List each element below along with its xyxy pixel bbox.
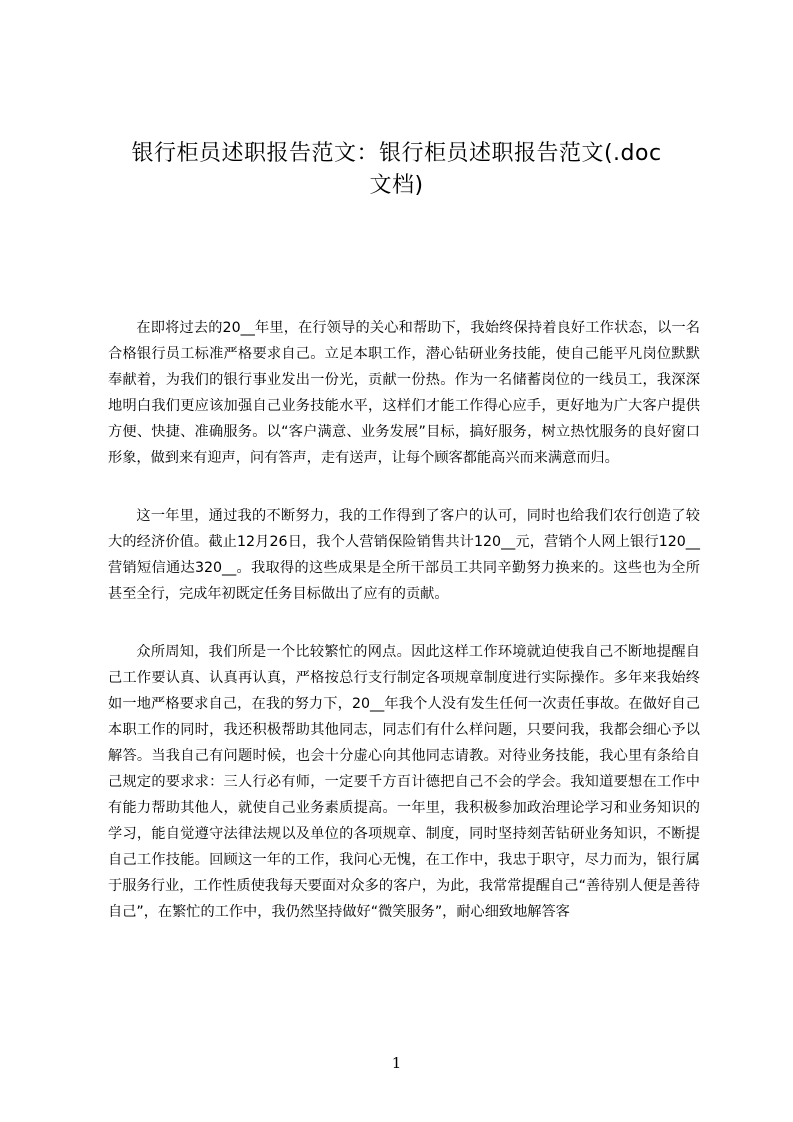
title-line-2: 文档) <box>369 173 424 198</box>
title-line-1: 银行柜员述职报告范文：银行柜员述职报告范文(.doc <box>131 141 662 166</box>
paragraph: 这一年里，通过我的不断努力，我的工作得到了客户的认可，同时也给我们农行创造了较大的经济价值。截止12月26日，我个人营销保险销售共计120__元，营销个人网上银行120__营销短信通达320__。我取得的这些成果是全所干部员工共同辛勤努力换来的。这些也为全所甚至全行，完成年初既定任务目标做出了应有的贡献。 <box>108 508 700 602</box>
document-title <box>100 138 693 202</box>
page-number: 1 <box>391 1054 402 1072</box>
paragraph: 众所周知，我们所是一个比较繁忙的网点。因此这样工作环境就迫使我自己不断地提醒自己工作要认真、认真再认真，严格按总行支行制定各项规章制度进行实际操作。多年来我始终如一地严格要求自己，在我的努力下，20__年我个人没有发生任何一次责任事故。在做好自己本职工作的同时，我还积极帮助其他同志，同志们有什么样问题，只要问我，我都会细心予以解答。当我自己有问题时候，也会十分虚心向其他同志请教。对待业务技能，我心里有条给自己规定的要求求：三人行必有师，一定要千方百计德把自己不会的学会。我知道要想在工作中有能力帮助其他人，就使自己业务素质提高。一年里，我积极参加政治理论学习和业务知识的学习，能自觉遵守法律法规以及单位的各项规章、制度，同时坚持刻苦钻研业务知识，不断提自己工作技能。回顾这一年的工作，我问心无愧，在工作中，我忠于职守，尽力而为，银行属于服务行业，工作性质使我每天要面对众多的客户，为此，我常常提醒自己“善待别人便是善待自己”，在繁忙的工作中，我仍然坚持做好“微笑服务”，耐心细致地解答客 <box>108 644 700 920</box>
paragraph: 在即将过去的20__年里，在行领导的关心和帮助下，我始终保持着良好工作状态，以一名合格银行员工标准严格要求自己。立足本职工作，潜心钻研业务技能，使自己能平凡岗位默默奉献着，为我们的银行事业发出一份光，贡献一份热。作为一名储蓄岗位的一线员工，我深深地明白我们更应该加强自己业务技能水平，这样们才能工作得心应手，更好地为广大客户提供方便、快捷、准确服务。以“客户满意、业务发展”目标，搞好服务，树立热忱服务的良好窗口形象，做到来有迎声，问有答声，走有送声，让每个顾客都能高兴而来满意而归。 <box>108 320 700 466</box>
document-body <box>108 315 700 957</box>
